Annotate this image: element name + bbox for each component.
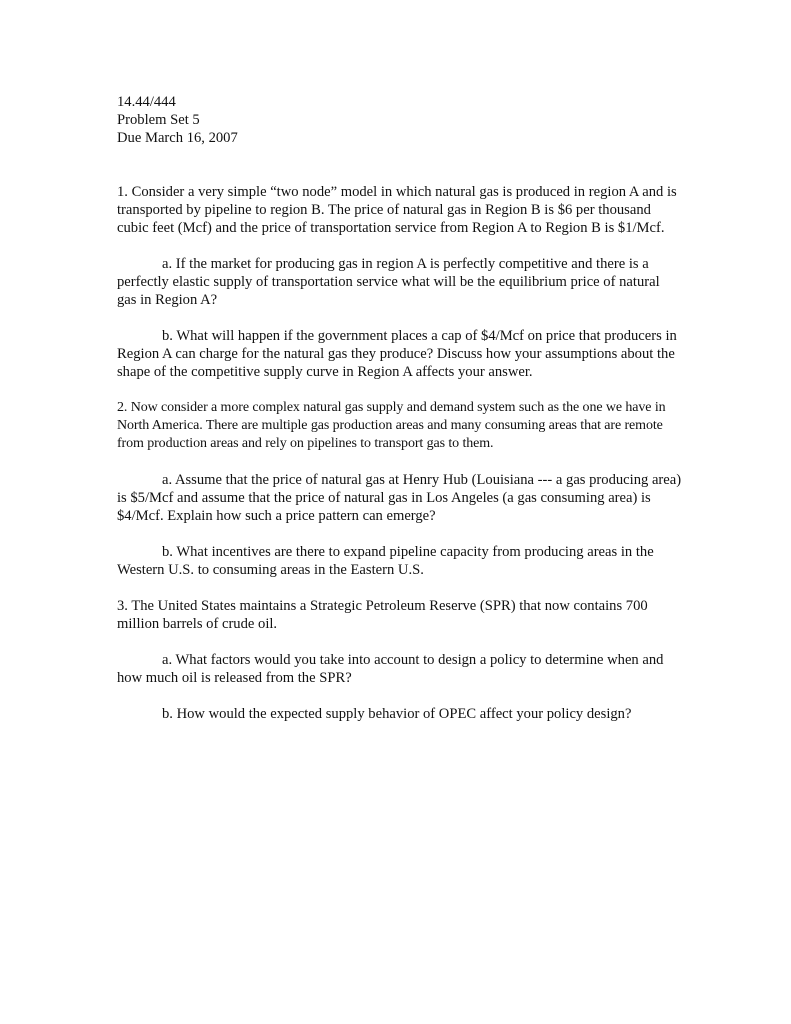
question-2-intro: 2. Now consider a more complex natural gas supply and demand system such as the one we have in North America. There are multiple gas production areas and many consuming areas that are remote from production areas and rely on pipelines to transport gas to them.	[117, 400, 666, 451]
question-2a: a. Assume that the price of natural gas at Henry Hub (Louisiana --- a gas producing area) is $5/Mcf and assume that the price of natural gas in Los Angeles (a gas consuming area) is $4/Mcf. Explain how such a price pattern can emerge?	[117, 472, 682, 524]
problem-set-document	[117, 93, 682, 723]
due-date: Due March 16, 2007	[117, 130, 238, 146]
header-spacer	[117, 147, 682, 183]
question-1-intro: 1. Consider a very simple “two node” model in which natural gas is produced in region A and is transported by pipeline to region B. The price of natural gas in Region B is $6 per thousand cubic feet (Mcf) and the price of transportation service from Region A to Region B is $1/Mcf.	[117, 184, 677, 236]
question-1b: b. What will happen if the government places a cap of $4/Mcf on price that producers in Region A can charge for the natural gas they produce? Discuss how your assumptions about the shape of the competitive supply curve in Region A affects your answer.	[117, 328, 677, 380]
question-1a: a. If the market for producing gas in region A is perfectly competitive and there is a perfectly elastic supply of transportation service what will be the equilibrium price of natural gas in Region A?	[117, 256, 660, 308]
question-3-intro: 3. The United States maintains a Strategic Petroleum Reserve (SPR) that now contains 700 million barrels of crude oil.	[117, 598, 648, 632]
question-2b: b. What incentives are there to expand pipeline capacity from producing areas in the Western U.S. to consuming areas in the Eastern U.S.	[117, 544, 654, 578]
document-title: Problem Set 5	[117, 112, 200, 128]
course-number: 14.44/444	[117, 94, 176, 110]
question-3b: b. How would the expected supply behavior of OPEC affect your policy design?	[162, 706, 632, 722]
question-3a: a. What factors would you take into account to design a policy to determine when and how much oil is released from the SPR?	[117, 652, 664, 686]
